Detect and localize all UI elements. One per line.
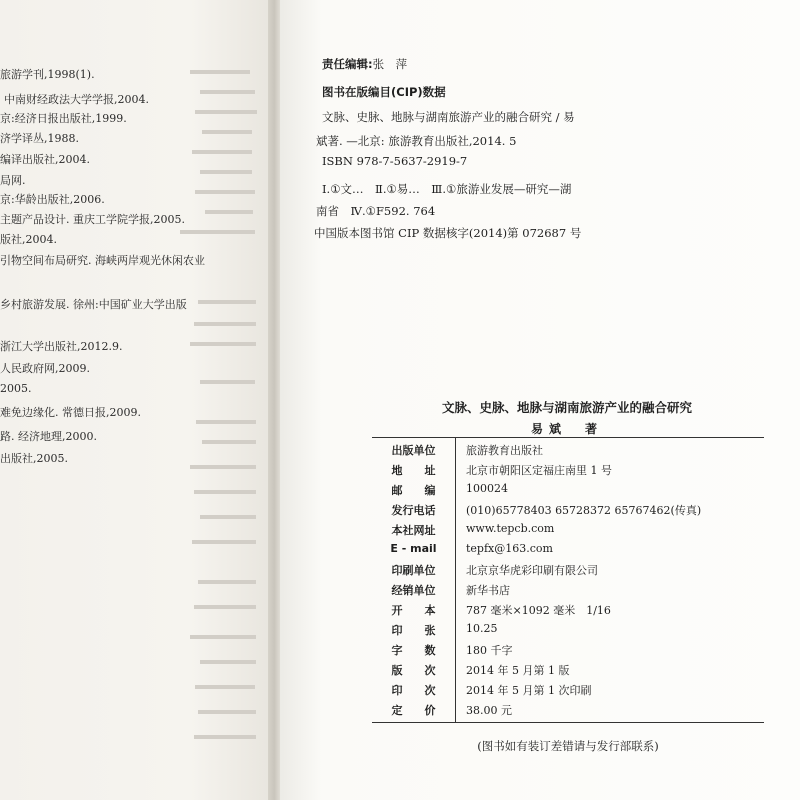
colophon-row [372,622,764,639]
colophon-bottom-rule [372,722,764,723]
colophon-row [372,502,764,519]
editor-name: 张 萍 [372,57,408,71]
cip-classification-line: Ⅰ.①文… Ⅱ.①易… Ⅲ.①旅游业发展—研究—湖 [322,182,572,196]
editor-line [322,56,407,72]
colophon-author: 易斌 著 [530,422,603,436]
reference-line: 2005. [0,382,32,395]
colophon-label: 印 张 [391,624,436,637]
left-page [0,0,272,800]
colophon-label: 字 数 [391,644,436,657]
colophon-value: tepfx@163.com [466,542,553,555]
cip-title-line: 斌著. —北京: 旅游教育出版社,2014. 5 [316,134,517,148]
colophon-value: 2014 年 5 月第 1 版 [466,664,570,677]
colophon-value: 北京市朝阳区定福庄南里 1 号 [466,464,612,477]
colophon-value: 2014 年 5 月第 1 次印刷 [466,684,592,697]
cip-library-line: 中国版本图书馆 CIP 数据核字(2014)第 072687 号 [314,226,582,240]
colophon-top-rule [372,437,764,438]
colophon-label: 出版单位 [391,444,436,457]
editor-label: 责任编辑: [322,57,373,71]
colophon-label: 经销单位 [391,584,436,597]
reference-line: 引物空间布局研究. 海峡两岸观光休闲农业 [0,254,205,267]
colophon-value: 北京京华虎彩印刷有限公司 [466,564,598,577]
cip-title-line: 文脉、史脉、地脉与湖南旅游产业的融合研究 / 易 [322,110,575,124]
colophon-row [372,662,764,679]
reference-line: 路. 经济地理,2000. [0,430,97,443]
reference-line: 京:经济日报出版社,1999. [0,112,127,125]
cip-isbn: ISBN 978-7-5637-2919-7 [322,154,468,168]
colophon-value: 787 毫米×1092 毫米 1/16 [466,604,611,617]
colophon-value: 100024 [466,482,508,495]
reference-line: 旅游学刊,1998(1). [0,68,95,81]
colophon-book-title: 文脉、史脉、地脉与湖南旅游产业的融合研究 [441,400,692,415]
colophon-row [372,542,764,559]
colophon-label: 开 本 [391,604,436,617]
colophon-value: 38.00 元 [466,704,512,717]
colophon-value: 180 千字 [466,644,513,657]
colophon-row [372,702,764,719]
colophon-label: 定 价 [391,704,436,717]
reference-line: 中南财经政法大学学报,2004. [4,93,149,106]
colophon-row [372,462,764,479]
cip-classification-line: 南省 Ⅳ.①F592. 764 [316,204,436,218]
reference-line: 版社,2004. [0,233,57,246]
colophon-label: E - mail [390,542,437,555]
colophon-row [372,642,764,659]
colophon-label: 印 次 [391,684,436,697]
reference-line: 浙江大学出版社,2012.9. [0,340,123,353]
reference-line: 难免边缘化. 常德日报,2009. [0,406,141,419]
reference-line: 人民政府网,2009. [0,362,90,375]
colophon-value: 旅游教育出版社 [466,444,543,457]
colophon-value: (010)65778403 65728372 65767462(传真) [466,504,702,517]
colophon-value: 10.25 [466,622,498,635]
reference-line: 乡村旅游发展. 徐州:中国矿业大学出版 [0,298,187,311]
show-through-text [150,60,265,760]
colophon-column-rule [455,437,456,722]
colophon-row [372,582,764,599]
cip-heading: 图书在版编目(CIP)数据 [322,85,446,99]
colophon-value: 新华书店 [466,584,510,597]
colophon-row [372,522,764,539]
colophon-footer-note: (图书如有装订差错请与发行部联系) [477,739,659,753]
colophon-row [372,482,764,499]
colophon-label: 邮 编 [391,484,436,497]
reference-line: 济学译丛,1988. [0,132,79,145]
colophon-row [372,562,764,579]
colophon-value: www.tepcb.com [466,522,555,535]
colophon-label: 发行电话 [391,504,436,517]
colophon-label: 本社网址 [391,524,436,537]
colophon-label: 印刷单位 [391,564,436,577]
reference-line: 编译出版社,2004. [0,153,90,166]
reference-line: 主题产品设计. 重庆工学院学报,2005. [0,213,185,226]
colophon-row [372,602,764,619]
colophon-row [372,682,764,699]
colophon-label: 版 次 [391,664,436,677]
reference-line: 京:华龄出版社,2006. [0,193,105,206]
reference-line: 局网. [0,174,26,187]
colophon-label: 地 址 [391,464,436,477]
colophon-row [372,442,764,459]
reference-line: 出版社,2005. [0,452,68,465]
